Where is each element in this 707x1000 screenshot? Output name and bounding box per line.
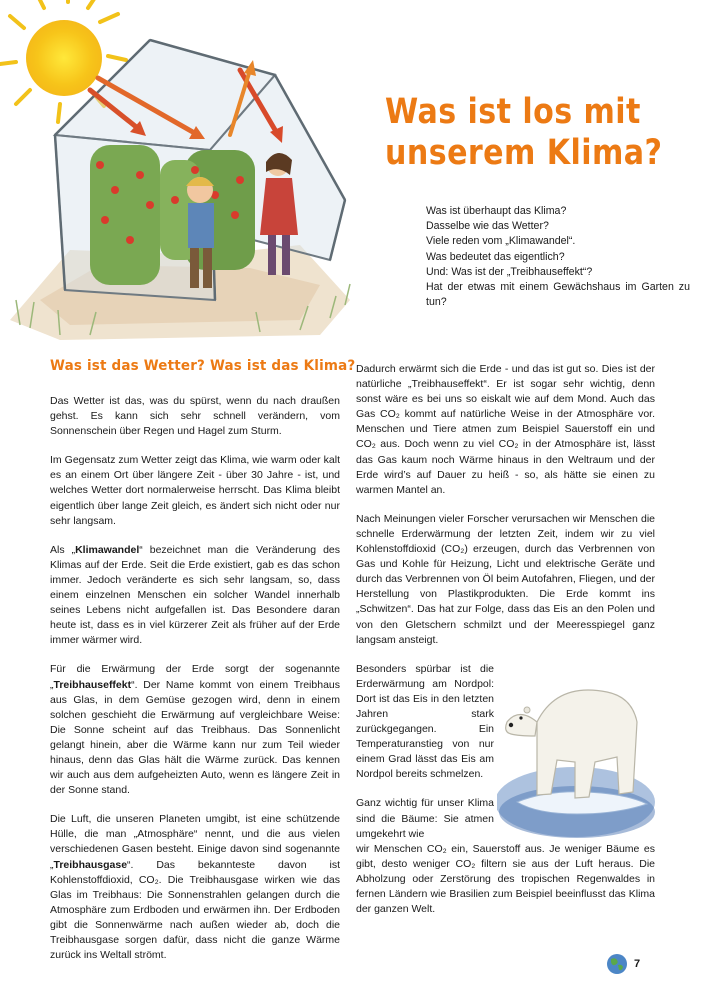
question-4: Was bedeutet das eigentlich? bbox=[426, 250, 565, 263]
question-1: Was ist überhaupt das Klima? bbox=[426, 205, 567, 217]
title-line-2: unserem Klima? bbox=[385, 133, 663, 173]
left-column bbox=[50, 394, 340, 977]
paragraph-trees-start: Ganz wichtig für unser Klima sind die Bäume: Sie atmen umgekehrt wie bbox=[356, 797, 494, 840]
intro-questions bbox=[426, 204, 690, 310]
paragraph-natural-effect: Dadurch erwärmt sich die Erde - und das ist gut so. Dies ist der natürliche „Treibhauseffekt“. Er ist sogar sehr wichtig, denn sonst wäre es bei uns so eiskalt wie auf dem Mond. Auch das Gas CO₂ kommt auf natürliche Weise in der Atmosphäre vor. Menschen und Tiere atmen zum Beispiel Sauerstoff ein und CO₂ aus. Doch wenn zu viel CO₂ in der Atmosphäre ist, lässt das Gas kaum noch Wärme hinaus in den Weltraum und der Erde wird’s auf Dauer zu heiß - so, als hätte sie einen zu warmen Mantel an. bbox=[356, 363, 655, 496]
paragraph-atmosphere: Die Luft, die unseren Planeten umgibt, ist eine schützende Hülle, die man „Atmosphäre“ nennt, und die aus vielen verschiedenen Gasen besteht. Einige davon sind sogenannte „Treibhausgase“. Das bekannteste davon ist Kohlenstoffdioxid, CO₂. Die Treibhausgase wirken wie das Glas im Treibhaus: Die Sonnenstrahlen gelangen durch die Atmosphäre zum Erdboden und erwärmen ihn. Der Erdboden gibt die Sonnenwärme nach außen wieder ab, doch die Treibhausgase sorgen dafür, dass nicht die ganze Wärme zurück ins Weltall strömt. bbox=[50, 813, 340, 962]
question-3: Viele reden vom „Klimawandel“. bbox=[426, 235, 576, 248]
paragraph-human-cause: Nach Meinungen vieler Forscher verursachen wir Menschen die schnelle Erderwärmung der letzten Zeit, indem wir zu viel Kohlenstoffdioxid (CO₂) erzeugen, durch das Verbrennen von Gas und Kohle für Heizung, Licht und elektrische Geräte und durch das Verbrennen von Öl beim Autofahren, Fliegen, und der Herstellung von Plastikprodukten. Die Erde kommt ins „Schwitzen“. Das hat zur Folge, dass das Eis an den Polen und von den Gletschern schmilzt und der Meeresspiegel ganz langsam ansteigt. bbox=[356, 512, 655, 646]
question-5: Und: Was ist der „Treibhauseffekt“? bbox=[426, 265, 593, 278]
paragraph-trees-rest: wir Menschen CO₂ ein, Sauerstoff aus. Je weniger Bäume es gibt, desto weniger CO₂ filtern sie aus der Luft heraus. Die Abholzung oder Zerstörung des tropischen Regenwaldes in fernen Ländern wie Brasilien zum Beispiel beeinflusst das Klima der ganzen Welt. bbox=[356, 842, 655, 916]
paragraph-climate: Im Gegensatz zum Wetter zeigt das Klima, wie warm oder kalt es an einem Ort über längere Zeit - über 30 Jahre - ist, und welches Wetter dort normalerweise herrscht. Das Klima bleibt eigentlich über lange Zeit gleich, es ändert sich nicht oder nur sehr langsam. bbox=[50, 454, 340, 527]
globe-icon bbox=[606, 953, 628, 975]
greenhouse-illustration bbox=[0, 0, 400, 345]
paragraph-weather: Das Wetter ist das, was du spürst, wenn du nach draußen gehst. Es kann sich sehr schnell verändern, vom Sonnenschein über Regen und Hagel zum Sturm. bbox=[50, 395, 340, 438]
question-2: Dasselbe wie das Wetter? bbox=[426, 220, 549, 233]
page-number: 7 bbox=[634, 958, 641, 970]
question-6: Hat der etwas mit einem Gewächshaus im Garten zu tun? bbox=[426, 281, 690, 309]
paragraph-greenhouse-effect: Für die Erwärmung der Erde sorgt der sogenannte „Treibhauseffekt“. Der Name kommt von einem Treibhaus aus Glas, in dem Gemüse gezogen wird, denn in einem solchen geschieht die Erwärmung auf vergleichbare Weise: Die Sonne scheint auf das Treibhaus. Das Sonnenlicht gelangt hinein, aber die Wärme kann nur zum Teil wieder hinaus, denn das Glas hält die Wärme zurück. Das kennen wir auch aus dem aufgeheizten Auto, wenn es längere Zeit in der Sonne stand. bbox=[50, 663, 340, 797]
polar-bear-illustration bbox=[497, 652, 657, 842]
paragraph-climate-change: Als „Klimawandel“ bezeichnet man die Veränderung des Klimas auf der Erde. Seit die Erde existiert, gab es das schon immer. Jedoch veränderte es sich sehr langsam, so, dass einem einzelnen Menschen ein solcher Wandel innerhalb seines Lebens nicht aufgefallen ist. Das Besondere daran heute ist, dass es in viel kürzerer Zeit als früher auf der Erde immer wärmer wird. bbox=[50, 543, 341, 647]
paragraph-north-pole: Besonders spürbar ist die Erderwärmung am Nordpol: Dort ist das Eis in den letzten Jahren stark zurückgegangen. Ein Temperaturanstieg von nur einem Grad lässt das Eis am Nordpol bereits schmelzen. bbox=[356, 662, 494, 781]
page-title bbox=[385, 92, 663, 174]
right-column bbox=[356, 362, 655, 931]
term-treibhauseffekt: Treibhauseffekt bbox=[53, 678, 132, 691]
section-heading: Was ist das Wetter? Was ist das Klima? bbox=[50, 358, 356, 374]
term-klimawandel: Klimawandel bbox=[75, 543, 140, 556]
term-treibhausgase: Treibhausgase bbox=[53, 858, 128, 871]
title-line-1: Was ist los mit bbox=[385, 92, 641, 132]
